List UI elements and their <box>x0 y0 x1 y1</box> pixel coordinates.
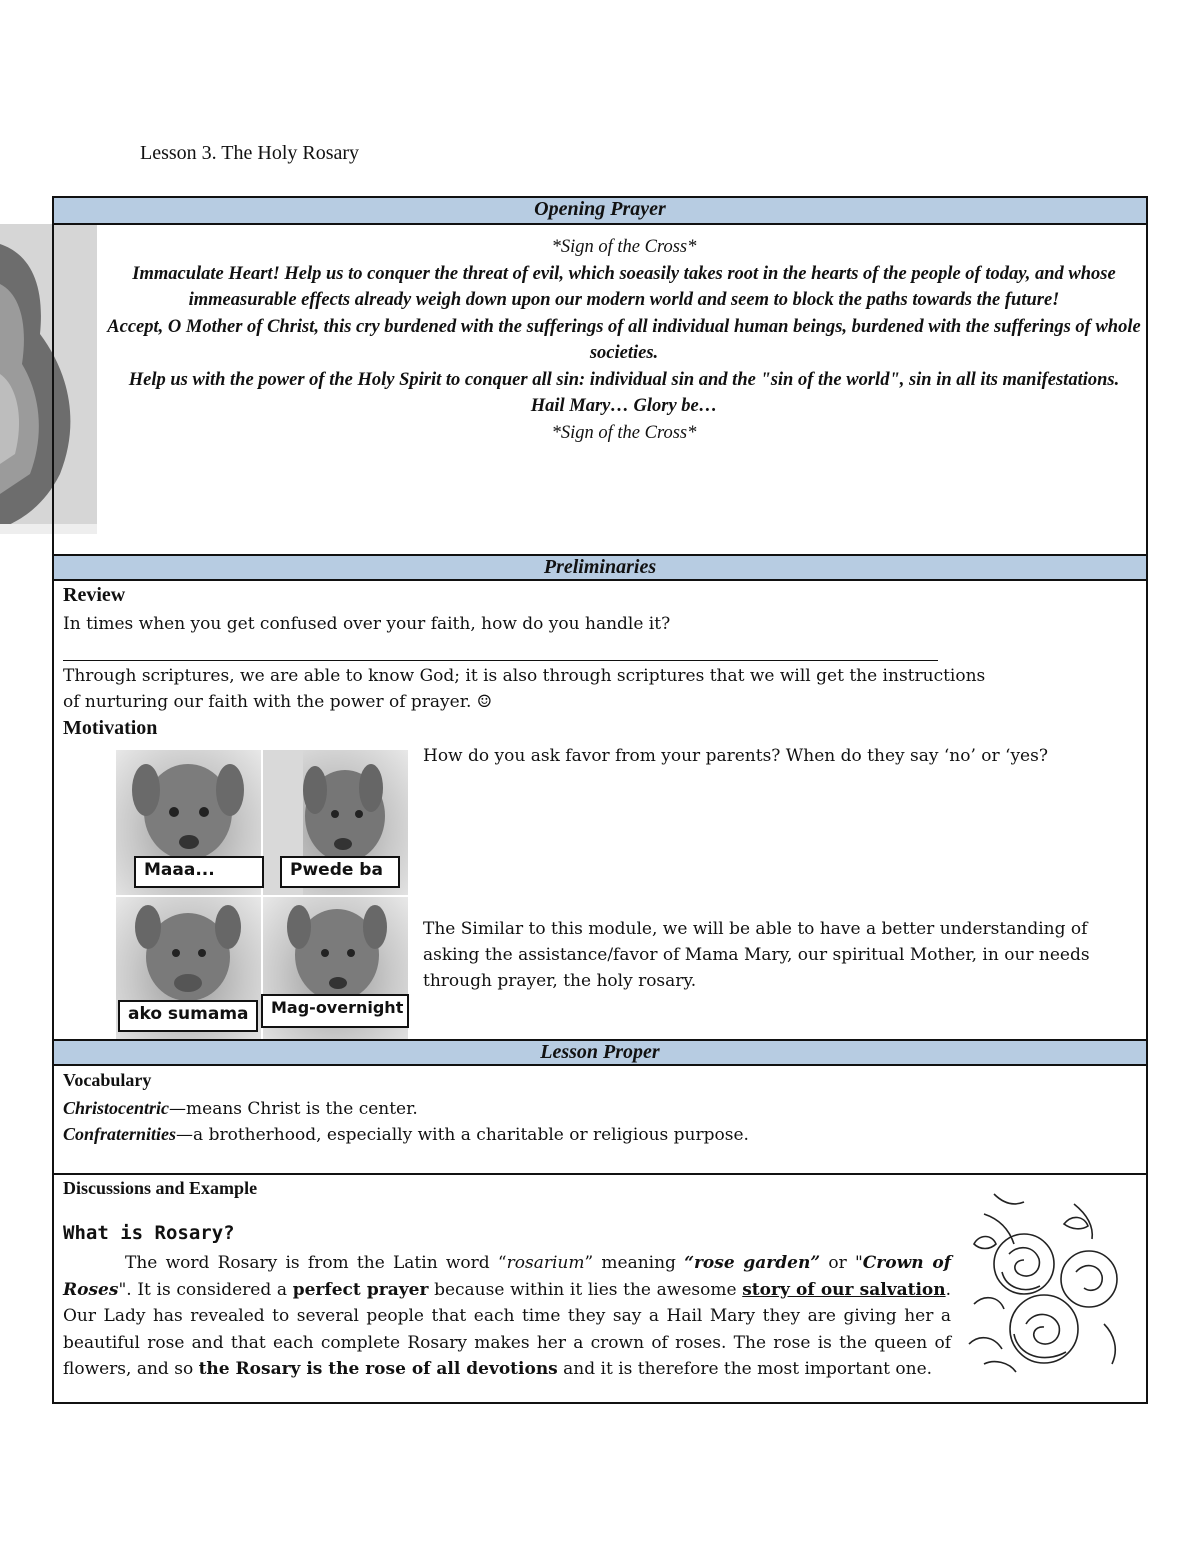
dog-label-4: Mag-overnight <box>261 994 409 1028</box>
vocab-term: Confraternities <box>63 1124 177 1144</box>
sign-of-cross-start: *Sign of the Cross* <box>551 237 697 257</box>
dog-label-2: Pwede ba <box>280 856 400 888</box>
motivation-heading: Motivation <box>63 717 158 739</box>
prayer-paragraph-2: Accept, O Mother of Christ, this cry burdened with the sufferings of all individual human beings, burdened with the sufferings of whole societies. <box>107 316 1141 363</box>
vocab-item-2 <box>63 1121 749 1148</box>
answer-line <box>63 660 938 661</box>
section-divider <box>54 1173 1146 1175</box>
opening-prayer-header: Opening Prayer <box>54 198 1146 225</box>
vocabulary-heading: Vocabulary <box>63 1070 152 1090</box>
dog-meme-grid <box>116 750 406 1040</box>
prayer-paragraph-3: Help us with the power of the Holy Spirit to conquer all sin: individual sin and the "sin of the world", sin in all its manifestations. <box>128 369 1120 390</box>
what-is-rosary-heading: What is Rosary? <box>63 1222 235 1244</box>
sign-of-cross-end: *Sign of the Cross* <box>551 422 697 443</box>
discussion-heading: Discussions and Example <box>63 1178 258 1198</box>
motivation-text: The Similar to this module, we will be able to have a better understanding of asking the assistance/favor of Mama Mary, our spiritual Mother, in our needs through prayer, the holy rosary. <box>423 919 1090 991</box>
vocab-item-1 <box>63 1095 418 1122</box>
review-answer-line-1: Through scriptures, we are able to know God; it is also through scriptures that we will get the instructions <box>63 666 986 686</box>
prayer-paragraph-1: Immaculate Heart! Help us to conquer the threat of evil, which soeasily takes root in the hearts of the people of today, and whose immeasurable effects already weigh down upon our modern world and seem to block the paths towards the future! <box>132 263 1116 310</box>
rosary-paragraph: The word Rosary is from the Latin word “rosarium” meaning “rose garden” or "Crown of Roses". It is considered a perfect prayer because within it lies the awesome story of our salvation. Our Lady has revealed to several people that each time they say a Hail Mary they are giving her a beautiful rose and that each complete Rosary makes her a crown of roses. The rose is the queen of flowers, and so the Rosary is the rose of all devotions and it is therefore the most important one. <box>63 1253 952 1379</box>
lesson-title: Lesson 3. The Holy Rosary <box>140 142 360 164</box>
vocab-term: Christocentric <box>63 1098 170 1118</box>
prayer-paragraph-4: Hail Mary… Glory be… <box>530 396 718 416</box>
review-heading: Review <box>63 584 126 606</box>
lesson-table <box>52 196 1148 1404</box>
dog-label-3: ako sumama <box>118 1000 258 1032</box>
lesson-proper-header: Lesson Proper <box>54 1039 1146 1066</box>
review-question: In times when you get confused over your faith, how do you handle it? <box>63 614 671 634</box>
preliminaries-header: Preliminaries <box>54 554 1146 581</box>
review-answer-line-2: of nurturing our faith with the power of prayer. ☺ <box>63 692 493 712</box>
opening-prayer <box>104 234 1144 446</box>
rose-drawing-image <box>954 1184 1134 1384</box>
vocab-definition: —a brotherhood, especially with a charitable or religious purpose. <box>176 1125 749 1145</box>
vocab-definition: —means Christ is the center. <box>169 1099 418 1119</box>
motivation-question: How do you ask favor from your parents? When do they say ‘no’ or ‘yes? <box>423 746 1048 766</box>
dog-label-1: Maaa... <box>134 856 264 888</box>
